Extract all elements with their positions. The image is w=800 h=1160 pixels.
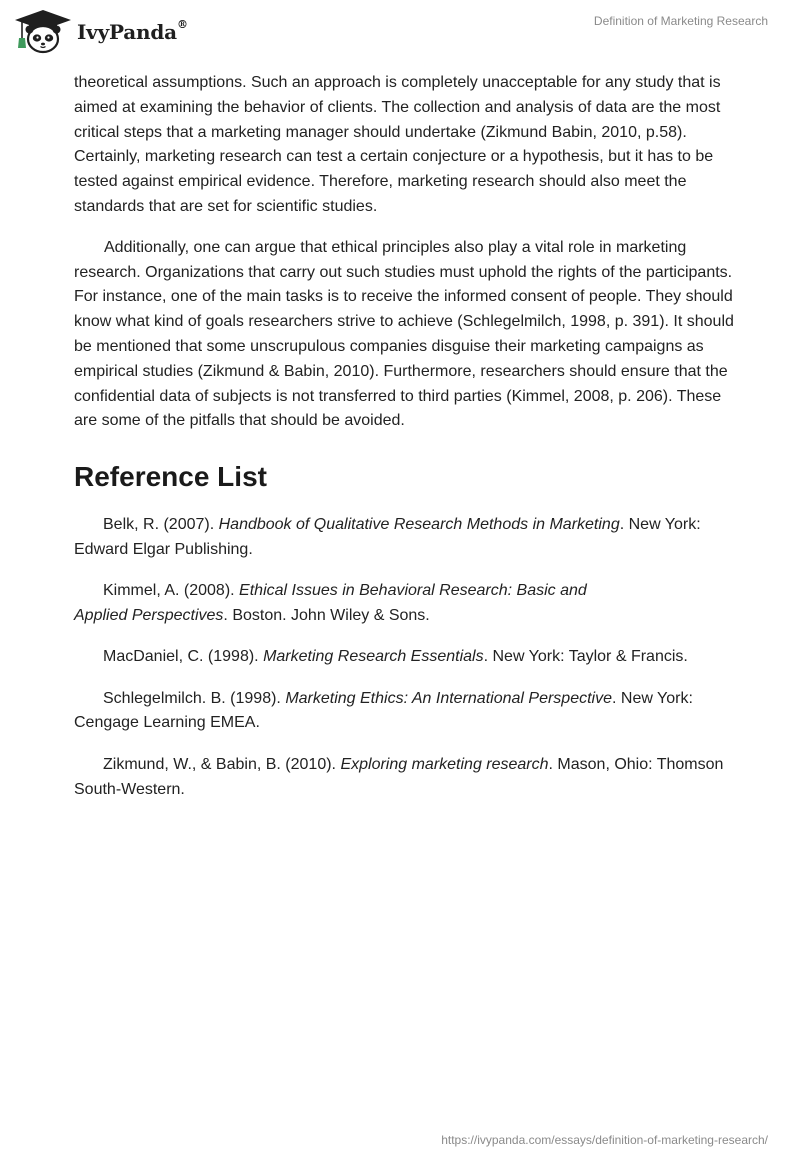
logo-text: IvyPanda® — [77, 18, 188, 44]
registered-mark: ® — [176, 18, 188, 32]
source-url-link[interactable]: https://ivypanda.com/essays/definition-of-marketing-research/ — [441, 1133, 768, 1147]
reference-item: Belk, R. (2007). Handbook of Qualitative Research Methods in Marketing. New York: Edward Elgar Publishing. — [74, 516, 701, 558]
paragraph-1: theoretical assumptions. Such an approach is completely unacceptable for any study that is aimed at examining the behavior of clients. The collection and analysis of data are the most critical steps that a marketing manager should undertake (Zikmund Babin, 2010, p.58). Certainly, marketing research can test a certain conjecture or a hypothesis, but it has to be tested against empirical evidence. Therefore, marketing research should also meet the standards that are set for scientific studies. — [74, 74, 721, 215]
paragraph-2: Additionally, one can argue that ethical principles also play a vital role in marketing research. Organizations that carry out such studies must uphold the rights of the participants. For instance, one of the main tasks is to receive the informed consent of people. They should know what kind of goals researchers strive to achieve (Schlegelmilch, 1998, p. 391). It should be mentioned that some unscrupulous companies disguise their marketing campaigns as empirical studies (Zikmund & Babin, 2010). Furthermore, researchers should ensure that the confidential data of subjects is not transferred to third parties (Kimmel, 2008, p. 206). These are some of the pitfalls that should be avoided. — [74, 238, 734, 430]
page-title: Definition of Marketing Research — [593, 14, 768, 28]
reference-item: Schlegelmilch. B. (1998). Marketing Ethics: An International Perspective. New York: Cengage Learning EMEA. — [74, 689, 693, 732]
reference-item: MacDaniel, C. (1998). Marketing Research Essentials. New York: Taylor & Francis. — [103, 648, 688, 666]
reference-item: Kimmel, A. (2008). Ethical Issues in Behavioral Research: Basic and Applied Perspectives. Boston. John Wiley & Sons. — [74, 582, 587, 625]
page-header — [0, 0, 800, 70]
reference-item: Zikmund, W., & Babin, B. (2010). Exploring marketing research. Mason, Ohio: Thomson South-Western. — [74, 755, 724, 798]
ivypanda-logo[interactable] — [14, 8, 188, 54]
panda-graduate-icon — [14, 8, 72, 54]
document-body — [74, 71, 734, 819]
reference-list-heading: Reference List — [74, 461, 267, 493]
